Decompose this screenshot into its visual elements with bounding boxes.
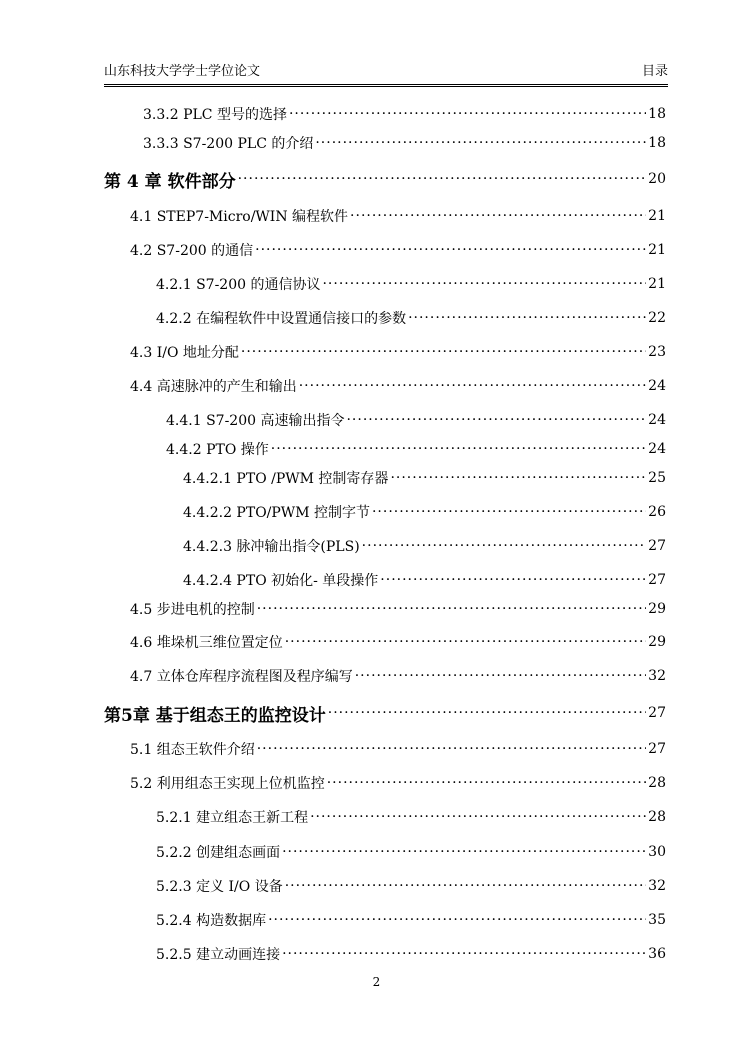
- toc-entry[interactable]: [183, 500, 666, 524]
- toc-entry-title: 4.2.1 S7-200 的通信协议: [156, 277, 321, 293]
- toc-entry-page: 21: [648, 276, 666, 292]
- toc-entry[interactable]: [156, 306, 666, 330]
- toc-entry-title: 4.7 立体仓库程序流程图及程序编写: [130, 669, 353, 685]
- toc-entry-title: 4.4.2 PTO 操作: [166, 442, 269, 458]
- toc-entry[interactable]: [130, 771, 666, 795]
- toc-chapter[interactable]: [104, 701, 666, 725]
- toc-entry[interactable]: [130, 238, 666, 262]
- toc-entry[interactable]: [156, 272, 666, 296]
- toc-entry-page: 28: [648, 775, 666, 791]
- toc-entry-page: 24: [648, 441, 666, 457]
- toc-leader-dots: [268, 912, 646, 928]
- toc-entry-title: 5.2.5 建立动画连接: [156, 947, 281, 963]
- toc-leader-dots: [372, 504, 646, 520]
- page-number: 2: [372, 975, 381, 989]
- toc-leader-dots: [362, 538, 647, 554]
- toc-entry-title: 5.2.3 定义 I/O 设备: [156, 879, 283, 895]
- toc-entry-title: 5.2.4 构造数据库: [156, 913, 267, 929]
- toc-entry-page: 27: [648, 705, 666, 721]
- toc-entry-title: 4.5 步进电机的控制: [130, 602, 255, 618]
- toc-leader-dots: [328, 705, 646, 721]
- toc-entry-title: 5.1 组态王软件介绍: [130, 742, 255, 758]
- toc-leader-dots: [408, 310, 646, 326]
- toc-entry-page: 21: [648, 242, 666, 258]
- toc-entry[interactable]: [156, 840, 666, 864]
- toc-entry[interactable]: [183, 568, 666, 592]
- toc-entry-title: 4.4.2.2 PTO/PWM 控制字节: [183, 505, 370, 521]
- toc-leader-dots: [310, 809, 646, 825]
- toc-entry-title: 4.2 S7-200 的通信: [130, 243, 254, 259]
- toc-leader-dots: [327, 775, 646, 791]
- toc-entry-page: 23: [648, 344, 666, 360]
- toc-leader-dots: [257, 741, 646, 757]
- toc-entry-page: 36: [648, 946, 666, 962]
- toc-leader-dots: [282, 844, 646, 860]
- toc-leader-dots: [322, 276, 646, 292]
- toc-entry-title: 4.1 STEP7-Micro/WIN 编程软件: [130, 209, 349, 225]
- toc-leader-dots: [257, 601, 646, 617]
- toc-entry[interactable]: [156, 908, 666, 932]
- toc-entry-page: 35: [648, 912, 666, 928]
- toc-entry-page: 24: [648, 412, 666, 428]
- toc-entry[interactable]: [143, 131, 666, 155]
- toc-entry-page: 28: [648, 809, 666, 825]
- toc-entry-page: 32: [648, 878, 666, 894]
- toc-entry-title: 4.3 I/O 地址分配: [130, 345, 239, 361]
- toc-entry[interactable]: [130, 340, 666, 364]
- header-thesis-title: 山东科技大学学士学位论文: [104, 64, 261, 79]
- toc-entry-title: 4.4.2.3 脉冲输出指令(PLS): [183, 539, 360, 555]
- toc-leader-dots: [238, 171, 647, 187]
- toc-entry-title: 3.3.2 PLC 型号的选择: [143, 107, 287, 123]
- toc-leader-dots: [241, 344, 646, 360]
- toc-leader-dots: [282, 946, 646, 962]
- toc-leader-dots: [380, 572, 646, 588]
- toc-entry[interactable]: [156, 805, 666, 829]
- toc-entry-page: 22: [648, 310, 666, 326]
- header-rule: [104, 84, 668, 85]
- toc-entry-title: 4.4 高速脉冲的产生和输出: [130, 379, 297, 395]
- toc-entry[interactable]: [156, 874, 666, 898]
- toc-chapter[interactable]: [104, 167, 666, 191]
- toc-leader-dots: [315, 135, 646, 151]
- toc-entry-page: 20: [648, 171, 666, 187]
- toc-leader-dots: [285, 878, 646, 894]
- toc-entry-page: 21: [648, 208, 666, 224]
- toc-leader-dots: [346, 412, 646, 428]
- toc-entry-title: 5.2.1 建立组态王新工程: [156, 810, 309, 826]
- header-rule-double: [104, 86, 668, 87]
- toc-entry-page: 27: [648, 572, 666, 588]
- toc-entry-title: 4.4.1 S7-200 高速输出指令: [166, 413, 345, 429]
- toc-entry-title: 5.2.2 创建组态画面: [156, 845, 281, 861]
- toc-leader-dots: [285, 634, 646, 650]
- toc-entry[interactable]: [166, 408, 666, 432]
- toc-entry[interactable]: [130, 204, 666, 228]
- toc-leader-dots: [390, 470, 646, 486]
- running-header: [104, 64, 668, 80]
- toc-entry-page: 26: [648, 504, 666, 520]
- toc-leader-dots: [255, 242, 646, 258]
- toc-chapter-title: 第5章 基于组态王的监控设计: [104, 705, 326, 725]
- toc-leader-dots: [271, 441, 646, 457]
- toc-entry[interactable]: [183, 466, 666, 490]
- toc-entry-page: 30: [648, 844, 666, 860]
- toc-chapter-title: 第 4 章 软件部分: [104, 171, 236, 191]
- toc-entry-page: 18: [648, 135, 666, 151]
- toc-entry-title: 4.4.2.1 PTO /PWM 控制寄存器: [183, 471, 389, 487]
- toc-entry-page: 18: [648, 106, 666, 122]
- toc-entry-page: 25: [648, 470, 666, 486]
- toc-entry[interactable]: [130, 374, 666, 398]
- toc-entry[interactable]: [130, 737, 666, 761]
- toc-entry[interactable]: [166, 437, 666, 461]
- toc-entry-title: 3.3.3 S7-200 PLC 的介绍: [143, 136, 314, 152]
- toc-leader-dots: [299, 378, 646, 394]
- toc-entry-title: 5.2 利用组态王实现上位机监控: [130, 776, 325, 792]
- toc-leader-dots: [350, 208, 646, 224]
- toc-entry[interactable]: [143, 102, 666, 126]
- toc-entry[interactable]: [183, 534, 666, 558]
- toc-leader-dots: [289, 106, 646, 122]
- toc-entry[interactable]: [130, 630, 666, 654]
- toc-entry-page: 27: [648, 741, 666, 757]
- toc-entry-title: 4.2.2 在编程软件中设置通信接口的参数: [156, 311, 407, 327]
- toc-entry-title: 4.4.2.4 PTO 初始化- 单段操作: [183, 573, 379, 589]
- toc-entry-page: 32: [648, 668, 666, 684]
- toc-leader-dots: [355, 668, 646, 684]
- toc-entry-page: 27: [648, 538, 666, 554]
- toc-entry[interactable]: [130, 664, 666, 688]
- toc-entry[interactable]: [156, 942, 666, 966]
- toc-entry-page: 29: [648, 601, 666, 617]
- header-section-name: 目录: [641, 64, 668, 79]
- toc-entry-page: 24: [648, 378, 666, 394]
- toc-entry-page: 29: [648, 634, 666, 650]
- toc-entry[interactable]: [130, 597, 666, 621]
- toc-entry-title: 4.6 堆垛机三维位置定位: [130, 635, 283, 651]
